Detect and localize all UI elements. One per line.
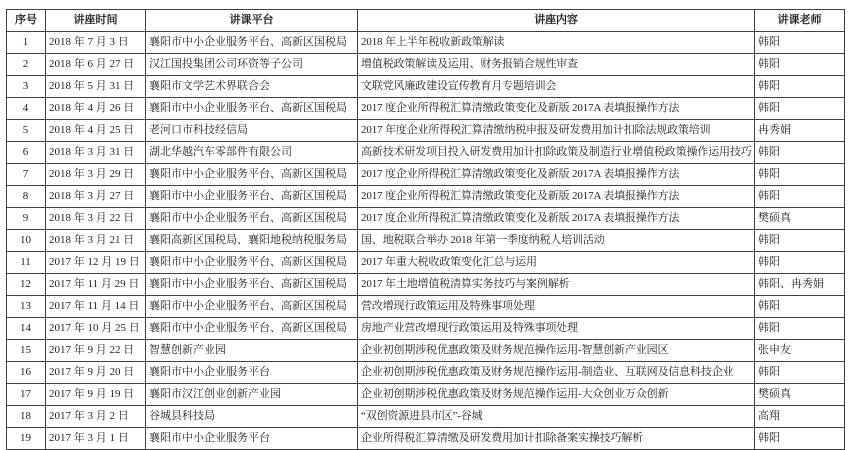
cell-platform: 老河口市科技经信局	[146, 120, 358, 142]
cell-platform: 襄阳市中小企业服务平台、高新区国税局	[146, 186, 358, 208]
cell-number: 5	[7, 120, 46, 142]
table-row	[7, 362, 845, 384]
cell-number: 19	[7, 428, 46, 450]
cell-number: 12	[7, 274, 46, 296]
cell-platform: 襄阳市中小企业服务平台、高新区国税局	[146, 274, 358, 296]
cell-content: 房地产业营改增现行政策运用及特殊事项处理	[358, 318, 755, 340]
cell-content: 企业初创期涉税优惠政策及财务规范操作运用-大众创业万众创新	[358, 384, 755, 406]
cell-content: 增值税政策解读及运用、财务报销合规性审查	[358, 54, 755, 76]
cell-time: 2017 年 12 月 19 日	[46, 252, 146, 274]
cell-time: 2017 年 9 月 19 日	[46, 384, 146, 406]
cell-time: 2017 年 11 月 29 日	[46, 274, 146, 296]
cell-number: 2	[7, 54, 46, 76]
cell-teacher: 韩阳	[755, 76, 845, 98]
cell-teacher: 韩阳	[755, 98, 845, 120]
table-row	[7, 186, 845, 208]
table-row	[7, 252, 845, 274]
cell-content: 营改增现行政策运用及特殊事项处理	[358, 296, 755, 318]
table-row	[7, 230, 845, 252]
table-row	[7, 208, 845, 230]
table-row	[7, 32, 845, 54]
table-row	[7, 274, 845, 296]
column-header-teacher: 讲课老师	[755, 10, 845, 32]
cell-content: 国、地税联合举办 2018 年第一季度纳税人培训活动	[358, 230, 755, 252]
cell-time: 2018 年 7 月 3 日	[46, 32, 146, 54]
table-row	[7, 428, 845, 450]
cell-teacher: 韩阳	[755, 142, 845, 164]
cell-content: 2017 年度企业所得税汇算清缴纳税申报及研发费用加计扣除法规政策培训	[358, 120, 755, 142]
cell-content: 企业所得税汇算清缴及研发费用加计扣除备案实操技巧解析	[358, 428, 755, 450]
cell-number: 16	[7, 362, 46, 384]
cell-content: 企业初创期涉税优惠政策及财务规范操作运用-制造业、互联网及信息科技企业	[358, 362, 755, 384]
cell-time: 2018 年 3 月 29 日	[46, 164, 146, 186]
table-row	[7, 54, 845, 76]
cell-teacher: 韩阳	[755, 428, 845, 450]
cell-content: 2018 年上半年税收新政策解读	[358, 32, 755, 54]
cell-time: 2017 年 9 月 22 日	[46, 340, 146, 362]
cell-number: 6	[7, 142, 46, 164]
cell-platform: 襄阳高新区国税局、襄阳地税纳税服务局	[146, 230, 358, 252]
cell-number: 14	[7, 318, 46, 340]
cell-platform: 襄阳市文学艺术界联合会	[146, 76, 358, 98]
lecture-schedule-table	[6, 9, 845, 450]
cell-time: 2018 年 3 月 21 日	[46, 230, 146, 252]
cell-teacher: 韩阳	[755, 318, 845, 340]
cell-content: “双创资源进县市区”-谷城	[358, 406, 755, 428]
cell-time: 2018 年 3 月 27 日	[46, 186, 146, 208]
cell-platform: 襄阳市中小企业服务平台	[146, 428, 358, 450]
cell-teacher: 韩阳	[755, 362, 845, 384]
cell-teacher: 韩阳	[755, 32, 845, 54]
cell-teacher: 樊硕真	[755, 208, 845, 230]
cell-platform: 谷城县科技局	[146, 406, 358, 428]
document-page	[6, 9, 845, 450]
cell-platform: 襄阳市汉江创业创新产业园	[146, 384, 358, 406]
table-row	[7, 296, 845, 318]
cell-time: 2017 年 3 月 2 日	[46, 406, 146, 428]
cell-number: 11	[7, 252, 46, 274]
cell-platform: 襄阳市中小企业服务平台、高新区国税局	[146, 318, 358, 340]
cell-platform: 襄阳市中小企业服务平台、高新区国税局	[146, 296, 358, 318]
cell-teacher: 韩阳	[755, 230, 845, 252]
table-body	[7, 32, 845, 450]
cell-number: 3	[7, 76, 46, 98]
table-row	[7, 120, 845, 142]
cell-teacher: 张申友	[755, 340, 845, 362]
cell-content: 2017 度企业所得税汇算清缴政策变化及新版 2017A 表填报操作方法	[358, 164, 755, 186]
column-header-number: 序号	[7, 10, 46, 32]
column-header-content: 讲座内容	[358, 10, 755, 32]
table-header-row	[7, 10, 845, 32]
cell-number: 17	[7, 384, 46, 406]
cell-time: 2017 年 10 月 25 日	[46, 318, 146, 340]
table-row	[7, 318, 845, 340]
cell-platform: 汉江国投集团公司环资等子公司	[146, 54, 358, 76]
table-row	[7, 406, 845, 428]
cell-content: 2017 度企业所得税汇算清缴政策变化及新版 2017A 表填报操作方法	[358, 98, 755, 120]
cell-number: 7	[7, 164, 46, 186]
cell-platform: 襄阳市中小企业服务平台、高新区国税局	[146, 98, 358, 120]
cell-number: 18	[7, 406, 46, 428]
cell-content: 2017 年土地增值税清算实务技巧与案例解析	[358, 274, 755, 296]
cell-number: 4	[7, 98, 46, 120]
cell-teacher: 韩阳	[755, 164, 845, 186]
cell-teacher: 冉秀娟	[755, 120, 845, 142]
cell-content: 2017 度企业所得税汇算清缴政策变化及新版 2017A 表填报操作方法	[358, 208, 755, 230]
cell-teacher: 韩阳	[755, 54, 845, 76]
cell-platform: 襄阳市中小企业服务平台、高新区国税局	[146, 32, 358, 54]
cell-content: 企业初创期涉税优惠政策及财务规范操作运用-智慧创新产业园区	[358, 340, 755, 362]
cell-time: 2018 年 5 月 31 日	[46, 76, 146, 98]
cell-platform: 襄阳市中小企业服务平台	[146, 362, 358, 384]
cell-teacher: 樊硕真	[755, 384, 845, 406]
cell-content: 文联党风廉政建设宣传教育月专题培训会	[358, 76, 755, 98]
cell-time: 2018 年 3 月 22 日	[46, 208, 146, 230]
cell-platform: 襄阳市中小企业服务平台、高新区国税局	[146, 164, 358, 186]
cell-platform: 智慧创新产业园	[146, 340, 358, 362]
cell-teacher: 韩阳、冉秀娟	[755, 274, 845, 296]
cell-number: 13	[7, 296, 46, 318]
cell-platform: 襄阳市中小企业服务平台、高新区国税局	[146, 208, 358, 230]
cell-number: 9	[7, 208, 46, 230]
table-row	[7, 164, 845, 186]
cell-teacher: 韩阳	[755, 296, 845, 318]
cell-teacher: 韩阳	[755, 186, 845, 208]
cell-time: 2018 年 4 月 26 日	[46, 98, 146, 120]
table-row	[7, 98, 845, 120]
cell-number: 15	[7, 340, 46, 362]
cell-content: 2017 年重大税收政策变化汇总与运用	[358, 252, 755, 274]
column-header-platform: 讲课平台	[146, 10, 358, 32]
cell-number: 8	[7, 186, 46, 208]
cell-teacher: 高翔	[755, 406, 845, 428]
table-row	[7, 384, 845, 406]
cell-time: 2018 年 4 月 25 日	[46, 120, 146, 142]
table-row	[7, 340, 845, 362]
cell-content: 高新技术研发项目投入研发费用加计扣除政策及制造行业增值税政策操作运用技巧	[358, 142, 755, 164]
cell-time: 2018 年 3 月 31 日	[46, 142, 146, 164]
cell-number: 1	[7, 32, 46, 54]
cell-platform: 襄阳市中小企业服务平台、高新区国税局	[146, 252, 358, 274]
table-row	[7, 76, 845, 98]
cell-content: 2017 度企业所得税汇算清缴政策变化及新版 2017A 表填报操作方法	[358, 186, 755, 208]
cell-time: 2017 年 9 月 20 日	[46, 362, 146, 384]
cell-time: 2017 年 11 月 14 日	[46, 296, 146, 318]
column-header-time: 讲座时间	[46, 10, 146, 32]
cell-platform: 湖北华越汽车零部件有限公司	[146, 142, 358, 164]
cell-time: 2018 年 6 月 27 日	[46, 54, 146, 76]
cell-number: 10	[7, 230, 46, 252]
cell-time: 2017 年 3 月 1 日	[46, 428, 146, 450]
table-row	[7, 142, 845, 164]
cell-teacher: 韩阳	[755, 252, 845, 274]
